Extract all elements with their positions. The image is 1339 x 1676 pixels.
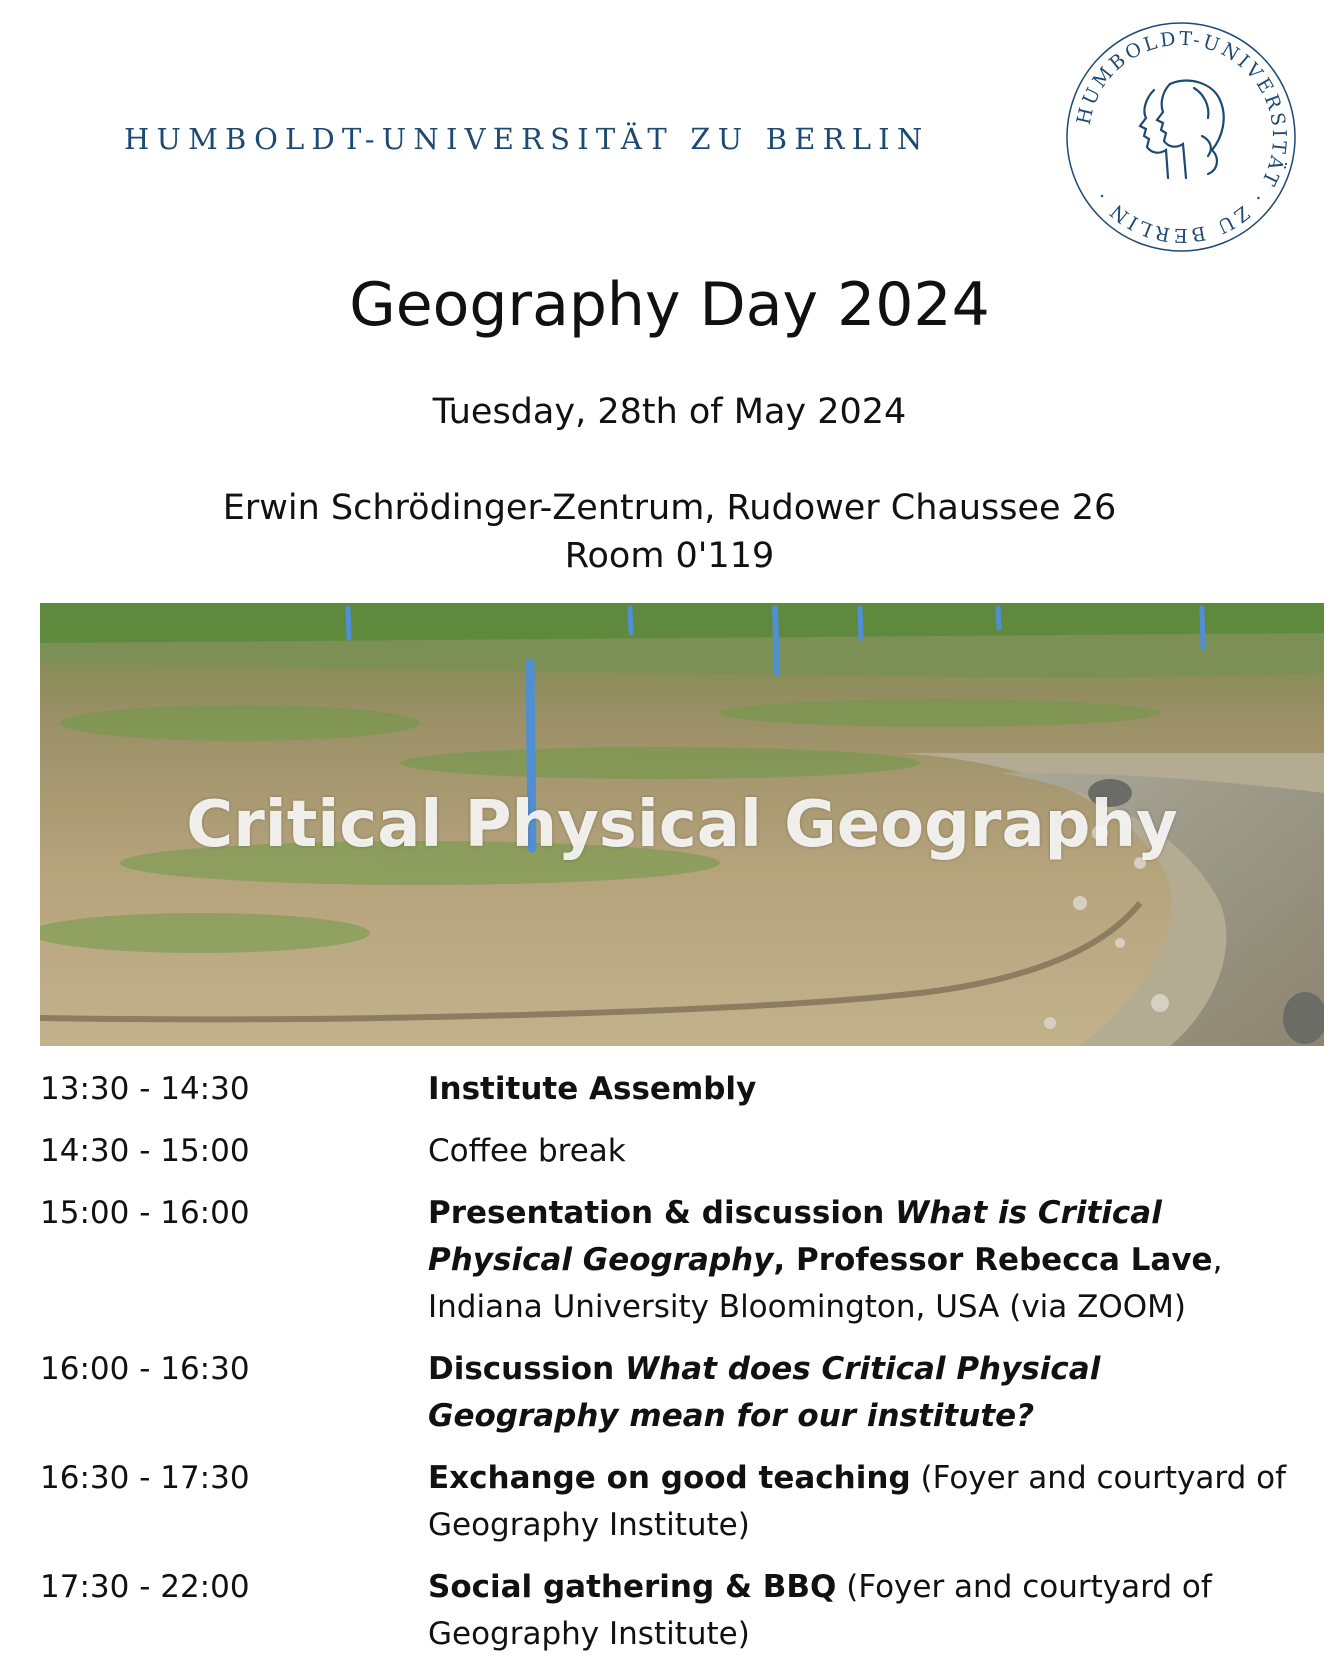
schedule-description — [428, 1066, 1300, 1113]
seal-text: HUMBOLDT-UNIVERSITÄT · ZU BERLIN · — [1072, 27, 1291, 247]
event-title: Geography Day 2024 — [349, 270, 990, 340]
venue-address: Erwin Schrödinger-Zentrum, Rudower Chaussee 26 — [222, 488, 1117, 528]
schedule-text: Discussion — [428, 1351, 625, 1387]
svg-text:HUMBOLDT-UNIVERSITÄT · ZU BERL — [1073, 28, 1290, 246]
schedule-row — [40, 1128, 1300, 1175]
schedule-time: 15:00 - 16:00 — [40, 1195, 250, 1231]
schedule-time: 16:00 - 16:30 — [40, 1351, 250, 1387]
schedule-description — [428, 1190, 1300, 1331]
venue-room: Room 0'119 — [564, 536, 775, 576]
university-seal-icon — [1062, 18, 1300, 256]
schedule-text: (Foyer and courtyard of Geography Institute) — [428, 1569, 1212, 1652]
event-venue — [0, 484, 1339, 580]
university-name: HUMBOLDT-UNIVERSITÄT ZU BERLIN — [124, 122, 930, 156]
schedule-time: 13:30 - 14:30 — [40, 1071, 250, 1107]
schedule-text: Social gathering & BBQ — [428, 1569, 837, 1605]
schedule-time: 17:30 - 22:00 — [40, 1569, 250, 1605]
schedule-text: Coffee break — [428, 1133, 626, 1169]
schedule-row — [40, 1346, 1300, 1440]
schedule-row — [40, 1190, 1300, 1331]
schedule-description — [428, 1455, 1300, 1549]
schedule-text: What is Critical Physical Geography — [428, 1195, 1162, 1278]
schedule-row — [40, 1455, 1300, 1549]
event-date: Tuesday, 28th of May 2024 — [432, 392, 907, 432]
schedule-row — [40, 1564, 1300, 1658]
schedule-text: What does Critical Physical Geography mean for our institute? — [428, 1351, 1101, 1434]
schedule-description — [428, 1346, 1300, 1440]
schedule-list — [40, 1066, 1300, 1673]
schedule-description — [428, 1128, 1300, 1175]
schedule-time: 14:30 - 15:00 — [40, 1133, 250, 1169]
schedule-text: Institute Assembly — [428, 1071, 757, 1107]
schedule-text: Exchange on good teaching — [428, 1460, 911, 1496]
banner-title: Critical Physical Geography — [186, 788, 1178, 862]
banner-photo — [40, 603, 1324, 1046]
schedule-text: Presentation & discussion — [428, 1195, 896, 1231]
schedule-text: , Indiana University Bloomington, USA (via ZOOM) — [428, 1242, 1223, 1325]
schedule-description — [428, 1564, 1300, 1658]
schedule-text: (Foyer and courtyard of Geography Institute) — [428, 1460, 1286, 1543]
schedule-time: 16:30 - 17:30 — [40, 1460, 250, 1496]
schedule-text: , Professor Rebecca Lave — [773, 1242, 1213, 1278]
schedule-row — [40, 1066, 1300, 1113]
